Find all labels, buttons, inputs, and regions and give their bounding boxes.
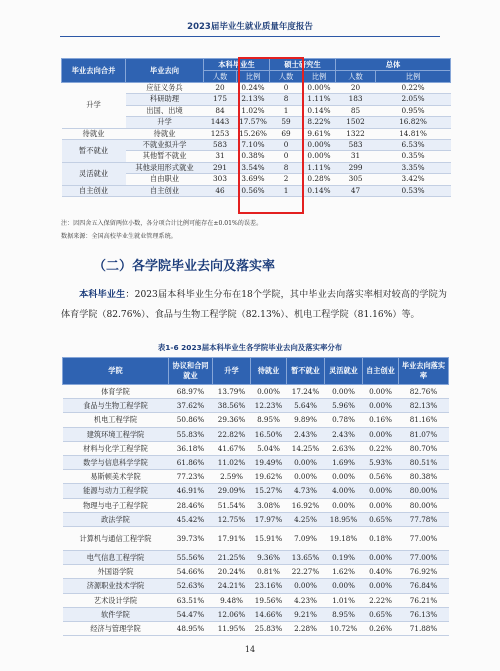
table-row (63, 512, 449, 526)
percent-cell: 2.59% (213, 470, 251, 484)
percent-cell: 82.13% (399, 399, 449, 413)
value-cell: 3.69% (237, 174, 270, 185)
percent-cell: 0.00% (363, 551, 399, 565)
percent-cell: 21.25% (213, 551, 251, 565)
percent-cell: 28.46% (169, 498, 213, 512)
value-cell: 183 (336, 94, 376, 105)
college-name-cell: 机电工程学院 (63, 413, 169, 427)
percent-cell: 61.86% (169, 456, 213, 470)
percent-cell: 5.04% (251, 441, 287, 455)
value-cell: 31 (336, 151, 376, 162)
percent-cell: 80.38% (399, 470, 449, 484)
value-cell: 1.11% (303, 162, 336, 173)
percent-cell: 80.70% (399, 441, 449, 455)
percent-cell: 77.23% (169, 470, 213, 484)
table-row (63, 399, 449, 413)
destination-cell: 升学 (126, 117, 204, 128)
percent-cell: 22.27% (287, 565, 325, 579)
percent-cell: 16.50% (251, 427, 287, 441)
percent-cell: 22.82% (213, 427, 251, 441)
value-cell: 1443 (204, 117, 237, 128)
table-row (63, 498, 449, 512)
value-cell: 16.82% (376, 117, 451, 128)
percent-cell: 2.43% (287, 427, 325, 441)
destination-cell: 其他录用形式就业 (126, 162, 204, 173)
percent-cell: 19.62% (251, 470, 287, 484)
percent-cell: 0.65% (363, 607, 399, 621)
sub-header: 人数 (270, 71, 303, 83)
value-cell: 69 (270, 128, 303, 139)
sub-header: 比例 (376, 71, 451, 83)
table-note: 注：因四舍五入保留两位小数，各分项合计比例可能存在±0.01%的误差。 (61, 220, 263, 227)
percent-cell: 77.78% (399, 512, 449, 526)
destination-cell: 不就业拟升学 (126, 140, 204, 151)
value-cell: 84 (204, 105, 237, 116)
college-name-cell: 艺术设计学院 (63, 593, 169, 607)
percent-cell: 8.95% (251, 413, 287, 427)
college-name-cell: 易斯顿美术学院 (63, 470, 169, 484)
percent-cell: 81.07% (399, 427, 449, 441)
table-row (63, 565, 449, 579)
percent-cell: 46.91% (169, 484, 213, 498)
value-cell: 0.14% (303, 105, 336, 116)
percent-cell: 0.16% (363, 413, 399, 427)
percent-cell: 0.00% (325, 385, 363, 399)
percent-cell: 17.24% (287, 385, 325, 399)
percent-cell: 68.97% (169, 385, 213, 399)
table-row (63, 470, 449, 484)
college-name-cell: 济源职业技术学院 (63, 579, 169, 593)
percent-cell: 77.00% (399, 551, 449, 565)
percent-cell: 17.97% (251, 512, 287, 526)
group-cell: 升学 (62, 83, 126, 129)
percent-cell: 2.63% (325, 441, 363, 455)
percent-cell: 80.00% (399, 484, 449, 498)
col-header-flexible: 灵活就业 (325, 358, 363, 385)
col-header-college: 学院 (63, 358, 169, 385)
page-header (0, 0, 500, 48)
value-cell: 59 (270, 117, 303, 128)
percent-cell: 0.00% (251, 385, 287, 399)
value-cell: 2.05% (376, 94, 451, 105)
percent-cell: 2.28% (287, 622, 325, 636)
percent-cell: 0.18% (363, 527, 399, 551)
value-cell: 1 (270, 185, 303, 196)
value-cell: 20 (204, 83, 237, 94)
percent-cell: 5.64% (287, 399, 325, 413)
table-row (63, 441, 449, 455)
percent-cell: 82.76% (399, 385, 449, 399)
col-header-master: 硕士研究生 (270, 59, 336, 71)
value-cell: 291 (204, 162, 237, 173)
destination-cell: 出国、出境 (126, 105, 204, 116)
percent-cell: 3.08% (251, 498, 287, 512)
percent-cell: 0.00% (287, 579, 325, 593)
percent-cell: 51.54% (213, 498, 251, 512)
table-caption: 表1-6 2023届本科毕业生各学院毕业去向及落实率分布 (157, 343, 343, 352)
col-header-rate: 毕业去向落实率 (399, 358, 449, 385)
value-cell: 15.26% (237, 128, 270, 139)
percent-cell: 13.79% (213, 385, 251, 399)
value-cell: 299 (336, 162, 376, 173)
body-paragraph (61, 285, 447, 325)
percent-cell: 0.00% (287, 470, 325, 484)
percent-cell: 0.00% (363, 399, 399, 413)
col-header-total: 总体 (336, 59, 451, 71)
value-cell: 0 (270, 83, 303, 94)
percent-cell: 12.06% (213, 607, 251, 621)
table-row (63, 579, 449, 593)
percent-cell: 76.92% (399, 565, 449, 579)
col-header-group: 毕业去向合并 (62, 59, 126, 83)
value-cell: 3.42% (376, 174, 451, 185)
percent-cell: 77.00% (399, 527, 449, 551)
value-cell: 1.11% (303, 94, 336, 105)
percent-cell: 38.56% (213, 399, 251, 413)
table-row (63, 593, 449, 607)
paragraph-lead: 本科毕业生 (79, 289, 126, 300)
percent-cell: 9.89% (287, 413, 325, 427)
percent-cell: 4.73% (287, 484, 325, 498)
percent-cell: 0.00% (325, 470, 363, 484)
percent-cell: 76.21% (399, 593, 449, 607)
percent-cell: 80.51% (399, 456, 449, 470)
percent-cell: 80.00% (399, 498, 449, 512)
table-row (63, 527, 449, 551)
percent-cell: 55.83% (169, 427, 213, 441)
data-source: 数据来源：全国高校毕业生就业管理系统。 (61, 233, 177, 240)
destination-cell: 自由职业 (126, 174, 204, 185)
percent-cell: 54.47% (169, 607, 213, 621)
percent-cell: 29.09% (213, 484, 251, 498)
value-cell: 1.02% (237, 105, 270, 116)
percent-cell: 45.42% (169, 512, 213, 526)
value-cell: 20 (336, 83, 376, 94)
percent-cell: 0.56% (363, 470, 399, 484)
percent-cell: 41.67% (213, 441, 251, 455)
percent-cell: 19.49% (251, 456, 287, 470)
percent-cell: 54.66% (169, 565, 213, 579)
percent-cell: 18.95% (325, 512, 363, 526)
percent-cell: 12.23% (251, 399, 287, 413)
percent-cell: 76.84% (399, 579, 449, 593)
college-name-cell: 能源与动力工程学院 (63, 484, 169, 498)
percent-cell: 25.83% (251, 622, 287, 636)
percent-cell: 1.01% (325, 593, 363, 607)
value-cell: 2.13% (237, 94, 270, 105)
percent-cell: 0.00% (287, 456, 325, 470)
percent-cell: 0.00% (363, 579, 399, 593)
percent-cell: 20.24% (213, 565, 251, 579)
col-header-contract: 协议和合同就业 (169, 358, 213, 385)
group-cell: 待就业 (62, 128, 126, 139)
value-cell: 0.14% (303, 185, 336, 196)
report-title: 2023届毕业生就业质量年度报告 (187, 22, 313, 32)
table-row (63, 622, 449, 636)
group-cell: 灵活就业 (62, 162, 126, 185)
destination-cell: 应征义务兵 (126, 83, 204, 94)
percent-cell: 10.72% (325, 622, 363, 636)
table-row (63, 456, 449, 470)
paragraph-text: ：2023届本科毕业生分布在18个学院，其中毕业去向落实率相对较高的学院为体育学院（82.76%）、食品与生物工程学院（82.13%）、机电工程学院（81.16%）等。 (61, 290, 447, 320)
value-cell: 85 (336, 105, 376, 116)
value-cell: 1502 (336, 117, 376, 128)
percent-cell: 0.00% (363, 427, 399, 441)
col-header-destination: 毕业去向 (126, 59, 204, 83)
value-cell: 0.28% (303, 174, 336, 185)
col-header-further-study: 升学 (213, 358, 251, 385)
table-row (63, 413, 449, 427)
value-cell: 1253 (204, 128, 237, 139)
destination-cell: 待就业 (126, 128, 204, 139)
value-cell: 2 (270, 174, 303, 185)
percent-cell: 2.43% (325, 427, 363, 441)
college-name-cell: 数学与信息科学学院 (63, 456, 169, 470)
percent-cell: 12.75% (213, 512, 251, 526)
percent-cell: 1.62% (325, 565, 363, 579)
col-header-self-employed: 自主创业 (363, 358, 399, 385)
percent-cell: 17.91% (213, 527, 251, 551)
sub-header: 人数 (204, 71, 237, 83)
value-cell: 17.57% (237, 117, 270, 128)
percent-cell: 0.00% (325, 579, 363, 593)
college-name-cell: 建筑环境工程学院 (63, 427, 169, 441)
college-name-cell: 软件学院 (63, 607, 169, 621)
percent-cell: 19.18% (325, 527, 363, 551)
college-name-cell: 经济与管理学院 (63, 622, 169, 636)
value-cell: 47 (336, 185, 376, 196)
percent-cell: 0.65% (363, 512, 399, 526)
value-cell: 583 (336, 140, 376, 151)
value-cell: 3.54% (237, 162, 270, 173)
table-row (63, 551, 449, 565)
value-cell: 0.22% (376, 83, 451, 94)
percent-cell: 0.22% (363, 441, 399, 455)
value-cell: 1322 (336, 128, 376, 139)
college-name-cell: 体育学院 (63, 385, 169, 399)
value-cell: 14.81% (376, 128, 451, 139)
value-cell: 46 (204, 185, 237, 196)
value-cell: 305 (336, 174, 376, 185)
percent-cell: 16.92% (287, 498, 325, 512)
percent-cell: 76.13% (399, 607, 449, 621)
percent-cell: 7.09% (287, 527, 325, 551)
value-cell: 9.61% (303, 128, 336, 139)
percent-cell: 8.95% (325, 607, 363, 621)
percent-cell: 23.16% (251, 579, 287, 593)
value-cell: 583 (204, 140, 237, 151)
percent-cell: 4.25% (287, 512, 325, 526)
percent-cell: 13.65% (287, 551, 325, 565)
destination-cell: 科研助理 (126, 94, 204, 105)
percent-cell: 0.81% (251, 565, 287, 579)
percent-cell: 29.36% (213, 413, 251, 427)
sub-header: 比例 (303, 71, 336, 83)
value-cell: 6.53% (376, 140, 451, 151)
value-cell: 31 (204, 151, 237, 162)
destination-cell: 其他暂不就业 (126, 151, 204, 162)
percent-cell: 0.00% (363, 385, 399, 399)
value-cell: 0.56% (237, 185, 270, 196)
college-name-cell: 物理与电子工程学院 (63, 498, 169, 512)
percent-cell: 37.62% (169, 399, 213, 413)
percent-cell: 0.00% (325, 498, 363, 512)
value-cell: 8.22% (303, 117, 336, 128)
college-name-cell: 计算机与通信工程学院 (63, 527, 169, 551)
percent-cell: 5.96% (325, 399, 363, 413)
percent-cell: 19.56% (251, 593, 287, 607)
percent-cell: 11.02% (213, 456, 251, 470)
college-name-cell: 电气信息工程学院 (63, 551, 169, 565)
college-name-cell: 外国语学院 (63, 565, 169, 579)
percent-cell: 5.93% (363, 456, 399, 470)
table-row (63, 607, 449, 621)
percent-cell: 11.95% (213, 622, 251, 636)
sub-header: 比例 (237, 71, 270, 83)
college-name-cell: 材料与化学工程学院 (63, 441, 169, 455)
value-cell: 0.53% (376, 185, 451, 196)
value-cell: 8 (270, 162, 303, 173)
destination-cell: 自主创业 (126, 185, 204, 196)
percent-cell: 0.00% (363, 498, 399, 512)
value-cell: 0.00% (303, 151, 336, 162)
value-cell: 0 (270, 151, 303, 162)
percent-cell: 0.40% (363, 565, 399, 579)
college-name-cell: 食品与生物工程学院 (63, 399, 169, 413)
percent-cell: 50.86% (169, 413, 213, 427)
percent-cell: 55.56% (169, 551, 213, 565)
col-header-awaiting: 待就业 (251, 358, 287, 385)
value-cell: 1 (270, 105, 303, 116)
percent-cell: 0.19% (325, 551, 363, 565)
col-header-undergrad: 本科毕业生 (204, 59, 270, 71)
percent-cell: 0.78% (325, 413, 363, 427)
college-name-cell: 政法学院 (63, 512, 169, 526)
table-row (63, 484, 449, 498)
percent-cell: 52.63% (169, 579, 213, 593)
percent-cell: 4.23% (287, 593, 325, 607)
highlight-box (238, 57, 304, 214)
value-cell: 8 (270, 94, 303, 105)
col-header-not-employed: 暂不就业 (287, 358, 325, 385)
percent-cell: 4.00% (325, 484, 363, 498)
value-cell: 0 (270, 140, 303, 151)
value-cell: 0.38% (237, 151, 270, 162)
percent-cell: 1.69% (325, 456, 363, 470)
percent-cell: 0.00% (363, 484, 399, 498)
percent-cell: 9.21% (287, 607, 325, 621)
group-cell: 暂不就业 (62, 140, 126, 163)
percent-cell: 39.73% (169, 527, 213, 551)
section-heading: （二）各学院毕业去向及落实率 (93, 259, 276, 274)
sub-header: 人数 (336, 71, 376, 83)
table-row (63, 385, 449, 399)
group-cell: 自主创业 (62, 185, 126, 196)
table2-body (63, 385, 449, 636)
percent-cell: 81.16% (399, 413, 449, 427)
value-cell: 0.95% (376, 105, 451, 116)
value-cell: 0.00% (303, 140, 336, 151)
percent-cell: 36.18% (169, 441, 213, 455)
value-cell: 7.10% (237, 140, 270, 151)
value-cell: 3.35% (376, 162, 451, 173)
page-number: 14 (244, 645, 256, 654)
value-cell: 0.24% (237, 83, 270, 94)
percent-cell: 9.36% (251, 551, 287, 565)
percent-cell: 9.48% (213, 593, 251, 607)
value-cell: 303 (204, 174, 237, 185)
percent-cell: 0.26% (363, 622, 399, 636)
header-rule (60, 36, 440, 37)
percent-cell: 71.88% (399, 622, 449, 636)
percent-cell: 14.25% (287, 441, 325, 455)
value-cell: 0.00% (303, 83, 336, 94)
percent-cell: 15.27% (251, 484, 287, 498)
percent-cell: 63.51% (169, 593, 213, 607)
value-cell: 175 (204, 94, 237, 105)
value-cell: 0.35% (376, 151, 451, 162)
table-row (63, 427, 449, 441)
college-destination-table (62, 357, 449, 636)
percent-cell: 14.66% (251, 607, 287, 621)
percent-cell: 2.22% (363, 593, 399, 607)
percent-cell: 48.95% (169, 622, 213, 636)
percent-cell: 24.21% (213, 579, 251, 593)
percent-cell: 15.91% (251, 527, 287, 551)
